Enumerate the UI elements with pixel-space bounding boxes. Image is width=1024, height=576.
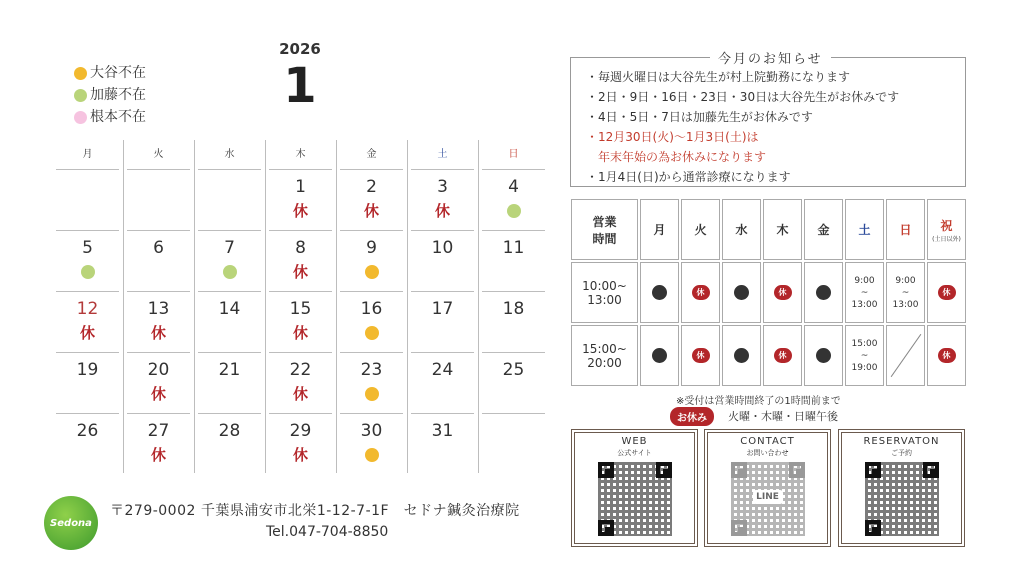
day-number: 4 bbox=[508, 177, 519, 197]
day-cell bbox=[265, 419, 336, 467]
grid-hline bbox=[411, 169, 474, 170]
day-number: 25 bbox=[502, 360, 525, 380]
day-mark bbox=[194, 382, 265, 406]
day-cell bbox=[336, 358, 407, 406]
open-dot bbox=[734, 348, 749, 363]
hours-label-2: 時間 bbox=[592, 231, 617, 246]
qr-title: CONTACT bbox=[740, 436, 795, 447]
day-cell bbox=[123, 419, 194, 467]
notice-title: 今月のお知らせ bbox=[710, 48, 831, 67]
slot-cell bbox=[722, 325, 761, 386]
slot-hours-text: 13:00 bbox=[892, 299, 919, 310]
day-mark bbox=[194, 260, 265, 284]
clinic-logo bbox=[44, 496, 98, 550]
day-cell bbox=[265, 297, 336, 345]
grid-hline bbox=[411, 291, 474, 292]
day-number: 2 bbox=[366, 177, 377, 197]
day-number: 27 bbox=[147, 421, 170, 441]
day-number: 18 bbox=[502, 299, 525, 319]
calendar-month: 1 bbox=[283, 58, 317, 114]
day-number: 23 bbox=[360, 360, 383, 380]
grid-hline bbox=[269, 352, 332, 353]
day-cell bbox=[407, 175, 478, 223]
reception-note: ※受付は営業時間終了の1時間前まで bbox=[676, 396, 841, 407]
day-cell bbox=[52, 358, 123, 406]
hours-day-header bbox=[804, 199, 843, 260]
closed-pill: 休 bbox=[938, 348, 956, 363]
slot-cell bbox=[681, 325, 720, 386]
day-cell bbox=[52, 236, 123, 284]
qr-finder bbox=[923, 462, 939, 478]
qr-finder bbox=[865, 462, 881, 478]
day-cell bbox=[336, 297, 407, 345]
legend-label: 根本不在 bbox=[90, 109, 146, 125]
line-badge: LINE bbox=[753, 490, 783, 504]
logo-text: Sedona bbox=[50, 517, 92, 529]
slot-cell bbox=[763, 262, 802, 323]
grid-hline bbox=[340, 413, 403, 414]
grid-hline bbox=[482, 291, 545, 292]
closed-mark: 休 bbox=[292, 324, 308, 342]
hours-day-header bbox=[763, 199, 802, 260]
closed-badge: お休み bbox=[670, 407, 714, 426]
slot-cell bbox=[886, 325, 925, 386]
legend-dot bbox=[74, 111, 87, 124]
slot-cell bbox=[681, 262, 720, 323]
day-cell bbox=[52, 419, 123, 467]
qr-finder bbox=[598, 520, 614, 536]
day-mark bbox=[336, 199, 407, 223]
day-number: 14 bbox=[218, 299, 241, 319]
grid-hline bbox=[198, 413, 261, 414]
grid-hline bbox=[340, 352, 403, 353]
grid-hline bbox=[482, 169, 545, 170]
day-cell bbox=[336, 175, 407, 223]
kato-absent-dot bbox=[81, 265, 95, 279]
day-mark bbox=[407, 199, 478, 223]
day-number: 13 bbox=[147, 299, 170, 319]
grid-hline bbox=[56, 291, 119, 292]
day-cell bbox=[478, 297, 549, 345]
legend-item bbox=[74, 106, 146, 128]
day-cell bbox=[407, 358, 478, 406]
day-cell bbox=[194, 236, 265, 284]
grid-hline bbox=[411, 352, 474, 353]
day-number: 31 bbox=[431, 421, 454, 441]
day-mark bbox=[407, 321, 478, 345]
day-cell bbox=[265, 175, 336, 223]
qr-subtitle: ご予約 bbox=[891, 449, 912, 457]
closed-mark: 休 bbox=[79, 324, 95, 342]
day-mark bbox=[123, 260, 194, 284]
day-mark bbox=[265, 382, 336, 406]
day-cell bbox=[407, 236, 478, 284]
day-mark bbox=[478, 199, 549, 223]
slot-time bbox=[571, 325, 638, 386]
qr-finder bbox=[731, 520, 747, 536]
grid-hline bbox=[56, 352, 119, 353]
grid-hline bbox=[127, 169, 190, 170]
slash-line bbox=[890, 334, 921, 377]
open-dot bbox=[816, 348, 831, 363]
calendar-grid bbox=[52, 140, 549, 473]
slot-time-start: 10:00~ bbox=[582, 278, 627, 293]
day-number: 5 bbox=[82, 238, 93, 258]
qr-box-web[interactable] bbox=[571, 429, 698, 547]
slot-cell bbox=[886, 262, 925, 323]
legend-label: 大谷不在 bbox=[90, 65, 146, 81]
day-cell bbox=[407, 297, 478, 345]
qr-code[interactable] bbox=[731, 462, 805, 536]
weekday-header: 月 bbox=[82, 149, 93, 160]
slot-time-end: 13:00 bbox=[587, 292, 622, 307]
day-mark bbox=[194, 443, 265, 467]
day-label: 月 bbox=[653, 223, 666, 237]
closed-mark: 休 bbox=[292, 263, 308, 281]
qr-code[interactable] bbox=[865, 462, 939, 536]
grid-hline bbox=[482, 413, 545, 414]
grid-hline bbox=[198, 169, 261, 170]
day-cell bbox=[194, 419, 265, 467]
day-number: 6 bbox=[153, 238, 164, 258]
day-label: 水 bbox=[735, 223, 748, 237]
day-cell bbox=[478, 175, 549, 223]
day-number: 22 bbox=[289, 360, 312, 380]
grid-hline bbox=[56, 413, 119, 414]
slot-cell bbox=[804, 325, 843, 386]
day-label: 火 bbox=[694, 223, 707, 237]
day-number: 26 bbox=[76, 421, 99, 441]
closed-pill: 休 bbox=[692, 348, 710, 363]
slot-hours-text: ~ bbox=[860, 350, 869, 361]
hours-day-header bbox=[640, 199, 679, 260]
grid-hline bbox=[269, 230, 332, 231]
grid-hline bbox=[127, 413, 190, 414]
slot-cell bbox=[927, 325, 966, 386]
day-cell bbox=[265, 236, 336, 284]
slot-hours-text: 13:00 bbox=[851, 299, 878, 310]
slot-cell bbox=[845, 262, 884, 323]
day-number: 3 bbox=[437, 177, 448, 197]
closed-pill: 休 bbox=[938, 285, 956, 300]
grid-hline bbox=[198, 352, 261, 353]
day-number: 24 bbox=[431, 360, 454, 380]
grid-hline bbox=[127, 291, 190, 292]
closed-mark: 休 bbox=[150, 446, 166, 464]
closed-mark: 休 bbox=[150, 385, 166, 403]
day-cell bbox=[265, 358, 336, 406]
weekday-header: 木 bbox=[295, 149, 306, 160]
notice-line: 年末年始の為お休みになります bbox=[586, 150, 767, 164]
weekday-header: 火 bbox=[153, 149, 164, 160]
day-number: 20 bbox=[147, 360, 170, 380]
grid-hline bbox=[269, 169, 332, 170]
day-label: 日 bbox=[899, 223, 912, 237]
day-mark bbox=[265, 260, 336, 284]
grid-hline bbox=[482, 352, 545, 353]
holiday-sub: (土日以外) bbox=[932, 235, 961, 243]
day-label: 金 bbox=[817, 223, 830, 237]
closed-mark: 休 bbox=[292, 202, 308, 220]
weekday-header: 土 bbox=[437, 149, 448, 160]
hours-day-header bbox=[927, 199, 966, 260]
day-mark bbox=[52, 382, 123, 406]
day-mark bbox=[336, 382, 407, 406]
qr-finder bbox=[789, 462, 805, 478]
day-mark bbox=[123, 321, 194, 345]
closed-mark: 休 bbox=[363, 202, 379, 220]
legend bbox=[74, 62, 146, 128]
slot-time bbox=[571, 262, 638, 323]
grid-hline bbox=[269, 413, 332, 414]
day-mark bbox=[478, 321, 549, 345]
qr-box-reservaton[interactable] bbox=[838, 429, 965, 547]
day-mark bbox=[407, 260, 478, 284]
day-cell bbox=[52, 297, 123, 345]
grid-hline bbox=[56, 169, 119, 170]
notice-line: ・毎週火曜日は大谷先生が村上院勤務になります bbox=[586, 70, 851, 84]
qr-subtitle: 公式サイト bbox=[617, 449, 652, 457]
otani-absent-dot bbox=[365, 265, 379, 279]
closed-pill: 休 bbox=[774, 285, 792, 300]
day-mark bbox=[336, 260, 407, 284]
day-mark bbox=[336, 321, 407, 345]
notice-line: ・12月30日(火)〜1月3日(土)は bbox=[586, 130, 759, 144]
grid-hline bbox=[411, 230, 474, 231]
clinic-tel[interactable]: Tel.047-704-8850 bbox=[266, 524, 389, 540]
slot-time-end: 20:00 bbox=[587, 355, 622, 370]
legend-item bbox=[74, 62, 146, 84]
kato-absent-dot bbox=[223, 265, 237, 279]
otani-absent-dot bbox=[365, 448, 379, 462]
day-cell bbox=[336, 236, 407, 284]
grid-hline bbox=[127, 230, 190, 231]
grid-hline bbox=[340, 169, 403, 170]
notice-line: ・4日・5日・7日は加藤先生がお休みです bbox=[586, 110, 813, 124]
slot-cell bbox=[722, 262, 761, 323]
qr-subtitle: お問い合わせ bbox=[746, 449, 789, 457]
day-label: 木 bbox=[776, 223, 789, 237]
slot-hours-text: ~ bbox=[860, 287, 869, 298]
weekday-header: 水 bbox=[224, 149, 235, 160]
day-number: 30 bbox=[360, 421, 383, 441]
hours-day-header bbox=[681, 199, 720, 260]
day-cell bbox=[123, 358, 194, 406]
day-mark bbox=[265, 321, 336, 345]
legend-dot bbox=[74, 89, 87, 102]
day-mark bbox=[478, 382, 549, 406]
day-number: 19 bbox=[76, 360, 99, 380]
weekday-header: 日 bbox=[508, 149, 519, 160]
day-cell bbox=[194, 358, 265, 406]
day-number: 21 bbox=[218, 360, 241, 380]
day-cell bbox=[123, 297, 194, 345]
day-cell bbox=[478, 358, 549, 406]
qr-finder bbox=[731, 462, 747, 478]
slot-hours-text: 9:00 bbox=[854, 275, 875, 286]
grid-hline bbox=[198, 291, 261, 292]
day-mark bbox=[407, 443, 478, 467]
day-mark bbox=[407, 382, 478, 406]
day-number: 16 bbox=[360, 299, 383, 319]
day-number: 7 bbox=[224, 238, 235, 258]
slot-time-start: 15:00~ bbox=[582, 341, 627, 356]
slot-cell bbox=[845, 325, 884, 386]
closed-mark: 休 bbox=[292, 385, 308, 403]
day-number: 12 bbox=[76, 299, 99, 319]
day-mark bbox=[52, 321, 123, 345]
grid-hline bbox=[340, 291, 403, 292]
day-mark bbox=[123, 382, 194, 406]
grid-hline bbox=[56, 230, 119, 231]
hours-day-header bbox=[845, 199, 884, 260]
qr-finder bbox=[598, 462, 614, 478]
closed-mark: 休 bbox=[292, 446, 308, 464]
hours-day-header bbox=[886, 199, 925, 260]
notice-lines bbox=[586, 67, 899, 187]
calendar-year: 2026 bbox=[279, 40, 321, 58]
grid-hline bbox=[127, 352, 190, 353]
slot-cell bbox=[763, 325, 802, 386]
day-number: 29 bbox=[289, 421, 312, 441]
notice-line: ・1月4日(日)から通常診療になります bbox=[586, 170, 791, 184]
kato-absent-dot bbox=[507, 204, 521, 218]
closed-days: 火曜・木曜・日曜午後 bbox=[728, 410, 838, 423]
hours-day-header bbox=[722, 199, 761, 260]
day-cell bbox=[407, 419, 478, 467]
legend-label: 加藤不在 bbox=[90, 87, 146, 103]
day-cell bbox=[336, 419, 407, 467]
otani-absent-dot bbox=[365, 326, 379, 340]
day-mark bbox=[265, 443, 336, 467]
day-number: 15 bbox=[289, 299, 312, 319]
notice-line: ・2日・9日・16日・23日・30日は大谷先生がお休みです bbox=[586, 90, 900, 104]
slot-cell bbox=[640, 262, 679, 323]
day-label: 土 bbox=[858, 223, 871, 237]
open-dot bbox=[652, 348, 667, 363]
day-mark bbox=[336, 443, 407, 467]
grid-hline bbox=[411, 413, 474, 414]
grid-hline bbox=[269, 291, 332, 292]
day-mark bbox=[265, 199, 336, 223]
day-number: 28 bbox=[218, 421, 241, 441]
qr-box-contact[interactable] bbox=[704, 429, 831, 547]
open-dot bbox=[652, 285, 667, 300]
closed-pill: 休 bbox=[692, 285, 710, 300]
grid-hline bbox=[340, 230, 403, 231]
grid-hline bbox=[198, 230, 261, 231]
day-number: 10 bbox=[431, 238, 454, 258]
slot-hours-text: 19:00 bbox=[851, 362, 878, 373]
qr-finder bbox=[865, 520, 881, 536]
day-mark bbox=[194, 321, 265, 345]
hours-header-label bbox=[571, 199, 638, 260]
open-dot bbox=[816, 285, 831, 300]
legend-item bbox=[74, 84, 146, 106]
slot-hours-text: 15:00 bbox=[851, 338, 878, 349]
day-number: 9 bbox=[366, 238, 377, 258]
day-mark bbox=[52, 443, 123, 467]
weekday-header: 金 bbox=[366, 149, 377, 160]
closed-mark: 休 bbox=[150, 324, 166, 342]
closed-pill: 休 bbox=[774, 348, 792, 363]
day-mark bbox=[123, 443, 194, 467]
day-number: 17 bbox=[431, 299, 454, 319]
clinic-address: 〒279-0002 千葉県浦安市北栄1-12-7-1F セドナ鍼灸治療院 bbox=[110, 503, 520, 519]
qr-title: WEB bbox=[621, 436, 648, 447]
qr-code[interactable] bbox=[598, 462, 672, 536]
slot-cell bbox=[927, 262, 966, 323]
grid-hline bbox=[482, 230, 545, 231]
closed-mark: 休 bbox=[434, 202, 450, 220]
qr-finder bbox=[656, 462, 672, 478]
day-label: 祝 bbox=[940, 218, 953, 233]
day-number: 8 bbox=[295, 238, 306, 258]
day-mark bbox=[478, 260, 549, 284]
qr-title: RESERVATON bbox=[863, 436, 940, 447]
day-number: 1 bbox=[295, 177, 306, 197]
day-number: 11 bbox=[502, 238, 525, 258]
day-cell bbox=[478, 236, 549, 284]
otani-absent-dot bbox=[365, 387, 379, 401]
slot-hours-text: 9:00 bbox=[895, 275, 916, 286]
hours-label-1: 営業 bbox=[592, 214, 617, 229]
slot-cell bbox=[804, 262, 843, 323]
day-cell bbox=[194, 297, 265, 345]
slot-hours-text: ~ bbox=[901, 287, 910, 298]
slot-cell bbox=[640, 325, 679, 386]
day-mark bbox=[52, 260, 123, 284]
legend-dot bbox=[74, 67, 87, 80]
open-dot bbox=[734, 285, 749, 300]
day-cell bbox=[123, 236, 194, 284]
